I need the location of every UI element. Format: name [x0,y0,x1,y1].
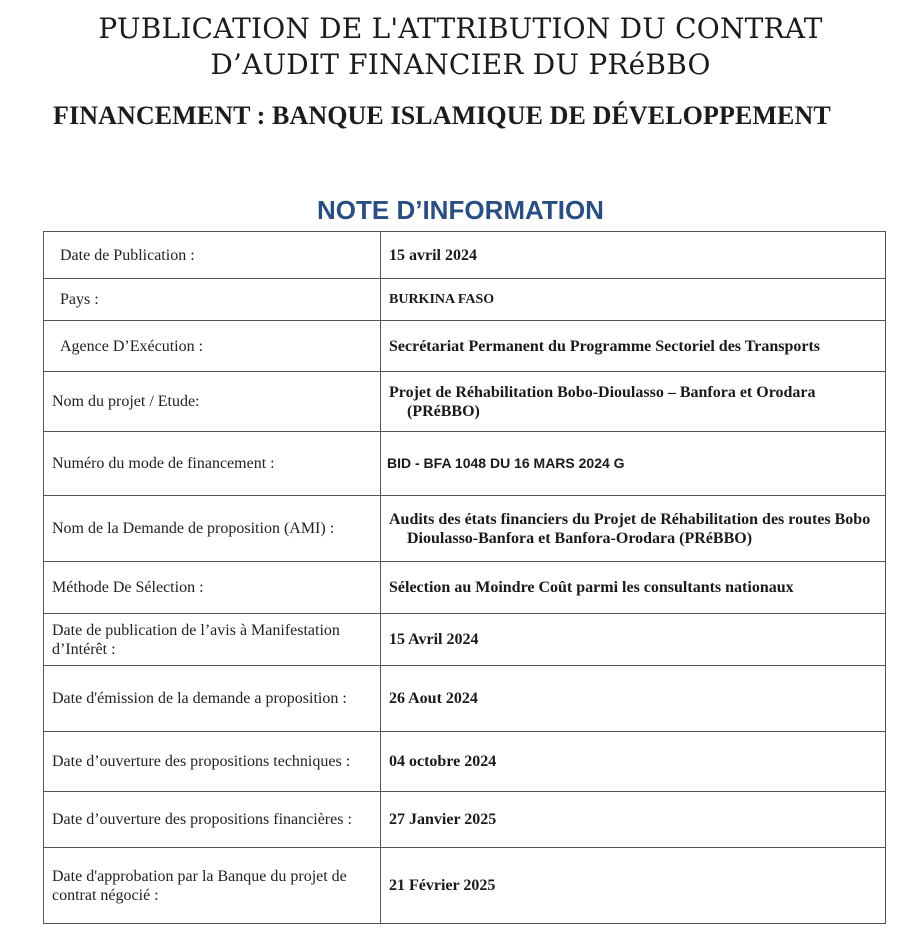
row-label-approbation-banque: Date d'approbation par la Banque du projet de contrat négocié : [44,848,381,924]
row-label-agence: Agence D’Exécution : [44,321,381,372]
row-value-approbation-banque: 21 Février 2025 [381,848,886,924]
table-row [44,614,886,666]
row-label-numero-financement: Numéro du mode de financement : [44,432,381,496]
table-row [44,321,886,372]
table-row [44,848,886,924]
row-label-methode-selection: Méthode De Sélection : [44,562,381,614]
demande-proposition-value-text: Audits des états financiers du Projet de Réhabilitation des routes Bobo Dioulasso-Banfora et Banfora-Orodara (PRéBBO) [389,510,871,547]
row-value-methode-selection: Sélection au Moindre Coût parmi les consultants nationaux [381,562,886,614]
row-value-demande-proposition [381,496,886,562]
table-row [44,562,886,614]
table-row [44,372,886,432]
nom-projet-value-text: Projet de Réhabilitation Bobo-Dioulasso – Banfora et Orodara (PRéBBO) [389,383,816,420]
row-value-date-emission: 26 Aout 2024 [381,666,886,732]
table-row [44,279,886,321]
row-label-date-avis-ami: Date de publication de l’avis à Manifestation d’Intérêt : [44,614,381,666]
table-row [44,432,886,496]
row-label-date-emission: Date d'émission de la demande a proposition : [44,666,381,732]
row-value-date-avis-ami: 15 Avril 2024 [381,614,886,666]
row-label-nom-projet: Nom du projet / Etude: [44,372,381,432]
document-title-line-2: D’AUDIT FINANCIER DU PRéBBO [210,48,711,81]
row-value-ouverture-financieres: 27 Janvier 2025 [381,792,886,848]
document-title-line-1: PUBLICATION DE L'ATTRIBUTION DU CONTRAT [98,12,823,45]
row-value-numero-financement: BID - BFA 1048 DU 16 MARS 2024 G [381,432,886,496]
table-row [44,496,886,562]
row-value-pays: BURKINA FASO [381,279,886,321]
table-row [44,732,886,792]
row-value-ouverture-techniques: 04 octobre 2024 [381,732,886,792]
table-row [44,666,886,732]
row-label-date-publication: Date de Publication : [44,232,381,279]
row-value-date-publication: 15 avril 2024 [381,232,886,279]
agence-value-text: Secrétariat Permanent du Programme Sectoriel des Transports [389,337,821,355]
note-information-heading: NOTE D’INFORMATION [317,195,604,225]
row-label-pays: Pays : [44,279,381,321]
row-value-agence [381,321,886,372]
row-value-nom-projet [381,372,886,432]
row-label-ouverture-financieres: Date d’ouverture des propositions financières : [44,792,381,848]
financement-heading: FINANCEMENT : BANQUE ISLAMIQUE DE DÉVELOPPEMENT [53,101,831,130]
row-label-demande-proposition: Nom de la Demande de proposition (AMI) : [44,496,381,562]
row-label-ouverture-techniques: Date d’ouverture des propositions techniques : [44,732,381,792]
information-table [43,231,886,924]
table-row [44,792,886,848]
table-row [44,232,886,279]
